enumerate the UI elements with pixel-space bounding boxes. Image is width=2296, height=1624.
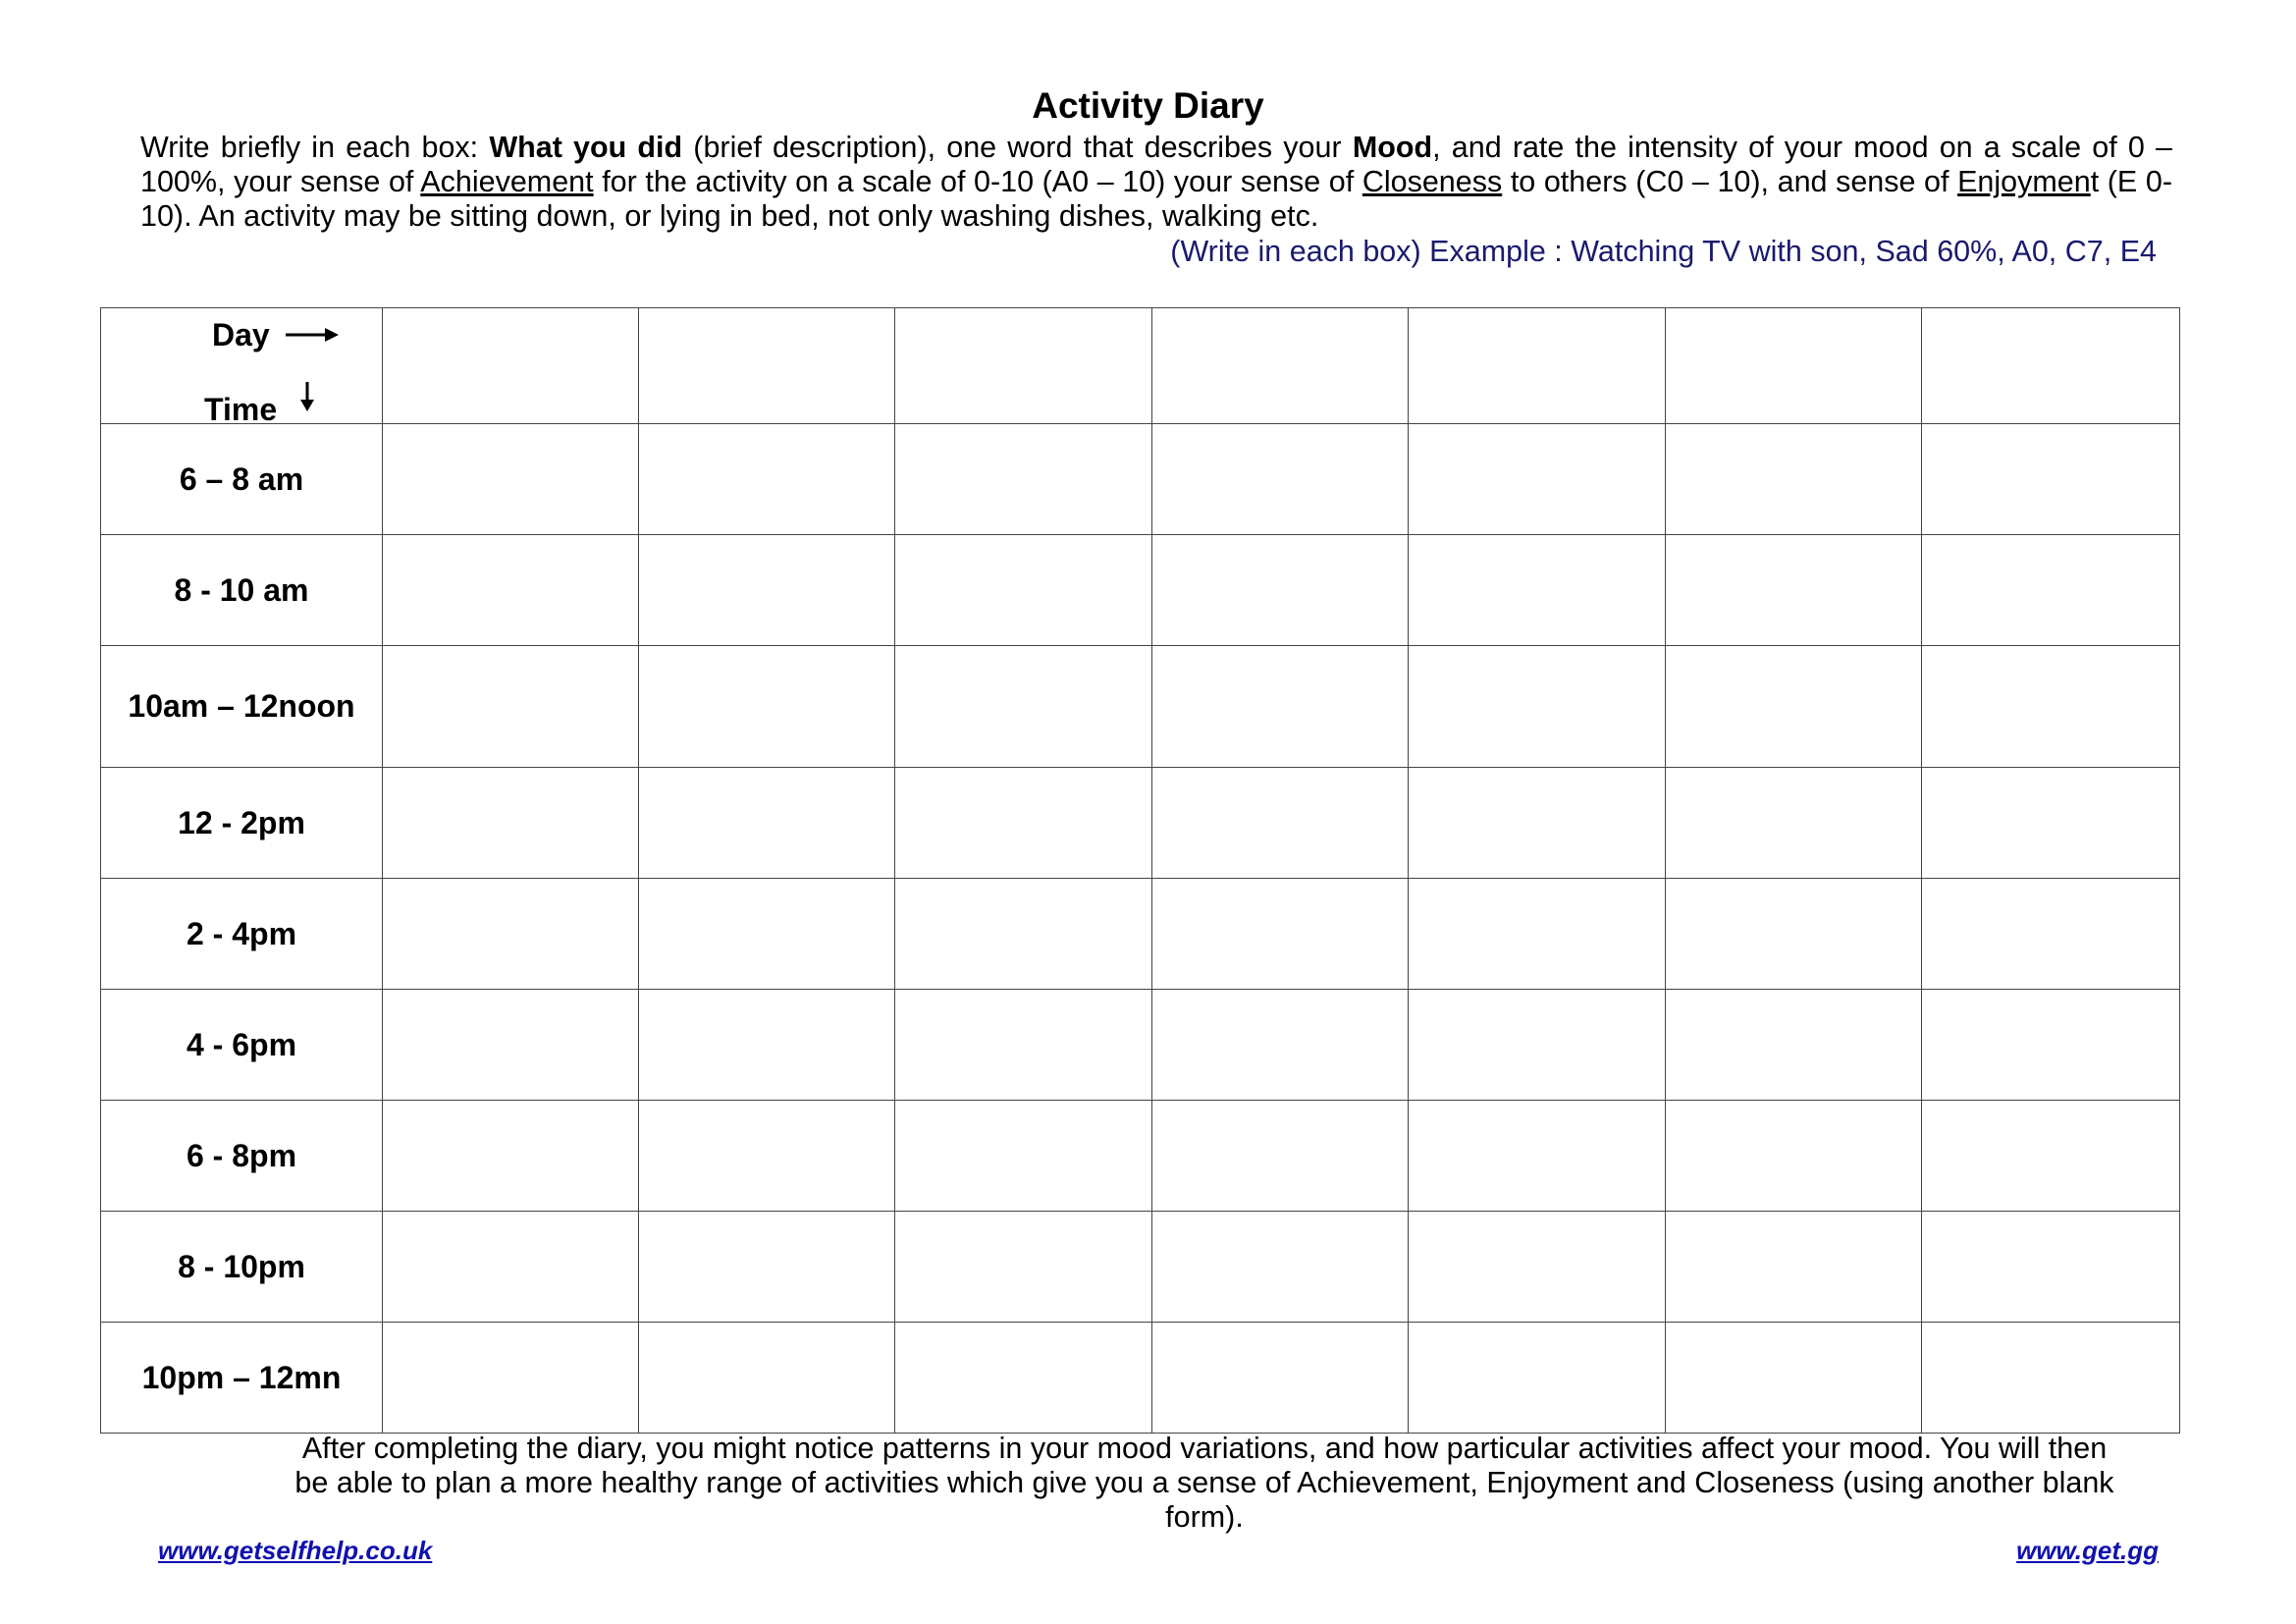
table-row (101, 1101, 2180, 1212)
diary-entry-cell[interactable] (1666, 646, 1922, 768)
diary-entry-cell[interactable] (639, 535, 895, 646)
day-header-cell[interactable] (383, 308, 639, 424)
diary-entry-cell[interactable] (383, 424, 639, 535)
time-slot-label: 10pm – 12mn (101, 1323, 383, 1434)
diary-entry-cell[interactable] (639, 1323, 895, 1434)
diary-entry-cell[interactable] (895, 990, 1152, 1101)
header-row (101, 308, 2180, 424)
diary-entry-cell[interactable] (1922, 879, 2180, 990)
diary-entry-cell[interactable] (1409, 424, 1666, 535)
diary-entry-cell[interactable] (895, 646, 1152, 768)
day-header-cell[interactable] (639, 308, 895, 424)
time-slot-label: 8 - 10 am (101, 535, 383, 646)
diary-entry-cell[interactable] (639, 990, 895, 1101)
diary-entry-cell[interactable] (1666, 1212, 1922, 1323)
diary-entry-cell[interactable] (1922, 1323, 2180, 1434)
instructions-text: , and rate the intensity of your mood on a scale of 0 – 100%, your sense of (140, 131, 2172, 198)
corner-header-cell (101, 308, 383, 427)
diary-entry-cell[interactable] (1152, 990, 1409, 1101)
diary-entry-cell[interactable] (1666, 768, 1922, 879)
time-slot-label: 6 - 8pm (101, 1101, 383, 1212)
table-row (101, 1323, 2180, 1434)
instructions (140, 131, 2172, 234)
day-header-cell[interactable] (1152, 308, 1409, 424)
arrow-down-icon (297, 380, 317, 413)
time-slot-label: 2 - 4pm (101, 879, 383, 990)
mood-label: Mood (1352, 131, 1433, 164)
time-label: Time (204, 391, 278, 427)
day-header-cell[interactable] (1666, 308, 1922, 424)
instructions-text: for the activity on a scale of 0-10 (A0 – 10) your sense of (593, 165, 1362, 198)
diary-entry-cell[interactable] (639, 424, 895, 535)
diary-entry-cell[interactable] (383, 646, 639, 768)
time-slot-label: 12 - 2pm (101, 768, 383, 879)
diary-entry-cell[interactable] (1409, 535, 1666, 646)
achievement-term: Achievement (420, 165, 594, 198)
day-header-cell[interactable] (1922, 308, 2180, 424)
diary-entry-cell[interactable] (1922, 1101, 2180, 1212)
diary-entry-cell[interactable] (639, 879, 895, 990)
diary-entry-cell[interactable] (1666, 879, 1922, 990)
table-row (101, 879, 2180, 990)
diary-entry-cell[interactable] (895, 768, 1152, 879)
diary-entry-cell[interactable] (895, 1212, 1152, 1323)
diary-entry-cell[interactable] (383, 768, 639, 879)
diary-entry-cell[interactable] (1409, 646, 1666, 768)
instructions-text: Write briefly in each box: (140, 131, 490, 164)
diary-entry-cell[interactable] (1666, 424, 1922, 535)
diary-entry-cell[interactable] (895, 535, 1152, 646)
diary-entry-cell[interactable] (1409, 990, 1666, 1101)
diary-entry-cell[interactable] (383, 879, 639, 990)
table-row (101, 424, 2180, 535)
diary-entry-cell[interactable] (383, 1323, 639, 1434)
closeness-term: Closeness (1362, 165, 1503, 198)
diary-entry-cell[interactable] (1922, 768, 2180, 879)
diary-entry-cell[interactable] (1152, 768, 1409, 879)
day-label: Day (212, 316, 270, 352)
diary-entry-cell[interactable] (1922, 535, 2180, 646)
diary-entry-cell[interactable] (1409, 768, 1666, 879)
diary-entry-cell[interactable] (1666, 535, 1922, 646)
diary-entry-cell[interactable] (895, 1101, 1152, 1212)
table-row (101, 646, 2180, 768)
diary-entry-cell[interactable] (1152, 1323, 1409, 1434)
example-text: (Write in each box) Example : Watching TV with son, Sad 60%, A0, C7, E4 (1170, 235, 2157, 268)
diary-entry-cell[interactable] (1409, 879, 1666, 990)
diary-entry-cell[interactable] (1666, 1323, 1922, 1434)
diary-entry-cell[interactable] (639, 1212, 895, 1323)
enjoyment-term: Enjoymen (1957, 165, 2091, 198)
day-header-cell[interactable] (895, 308, 1152, 424)
diary-entry-cell[interactable] (1152, 879, 1409, 990)
diary-entry-cell[interactable] (1409, 1323, 1666, 1434)
diary-entry-cell[interactable] (639, 768, 895, 879)
diary-entry-cell[interactable] (1922, 1212, 2180, 1323)
diary-entry-cell[interactable] (1152, 1212, 1409, 1323)
diary-entry-cell[interactable] (1922, 646, 2180, 768)
time-slot-label: 6 – 8 am (101, 424, 383, 535)
instructions-text: (brief description), one word that describes your (682, 131, 1353, 164)
instructions-text: t (E 0-10). An activity may be sitting down, or lying in bed, not only washing dishes, walking etc. (140, 165, 2172, 233)
page-title: Activity Diary (1032, 85, 1264, 126)
diary-entry-cell[interactable] (1409, 1101, 1666, 1212)
closing-note: After completing the diary, you might notice patterns in your mood variations, and how particular activities affect your mood. You will then be able to plan a more healthy range of activities which give you a sense of Achievement, Enjoyment and Closeness (using another blank form). (294, 1432, 2114, 1534)
day-header-cell[interactable] (1409, 308, 1666, 424)
diary-entry-cell[interactable] (1409, 1212, 1666, 1323)
time-slot-label: 10am – 12noon (101, 646, 383, 768)
getselfhelp-link[interactable]: www.getselfhelp.co.uk (158, 1536, 433, 1565)
diary-entry-cell[interactable] (383, 990, 639, 1101)
diary-entry-cell[interactable] (1666, 1101, 1922, 1212)
diary-entry-cell[interactable] (895, 1323, 1152, 1434)
what-you-did-label: What you did (489, 131, 683, 164)
diary-entry-cell[interactable] (1922, 990, 2180, 1101)
diary-entry-cell[interactable] (1152, 646, 1409, 768)
time-slot-label: 4 - 6pm (101, 990, 383, 1101)
diary-entry-cell[interactable] (1922, 424, 2180, 535)
diary-entry-cell[interactable] (1666, 990, 1922, 1101)
getgg-link[interactable]: www.get.gg (2016, 1536, 2159, 1565)
arrow-right-icon (284, 323, 341, 347)
diary-entry-cell[interactable] (383, 1101, 639, 1212)
table-row (101, 535, 2180, 646)
instructions-text: to others (C0 – 10), and sense of (1502, 165, 1958, 198)
table-row (101, 990, 2180, 1101)
activity-diary-table (100, 307, 2180, 1434)
diary-entry-cell[interactable] (383, 1212, 639, 1323)
diary-entry-cell[interactable] (1152, 535, 1409, 646)
table-row (101, 1212, 2180, 1323)
diary-entry-cell[interactable] (1152, 1101, 1409, 1212)
diary-entry-cell[interactable] (895, 424, 1152, 535)
time-slot-label: 8 - 10pm (101, 1212, 383, 1323)
diary-entry-cell[interactable] (639, 1101, 895, 1212)
table-row (101, 768, 2180, 879)
diary-entry-cell[interactable] (383, 535, 639, 646)
diary-entry-cell[interactable] (895, 879, 1152, 990)
diary-entry-cell[interactable] (1152, 424, 1409, 535)
diary-entry-cell[interactable] (639, 646, 895, 768)
